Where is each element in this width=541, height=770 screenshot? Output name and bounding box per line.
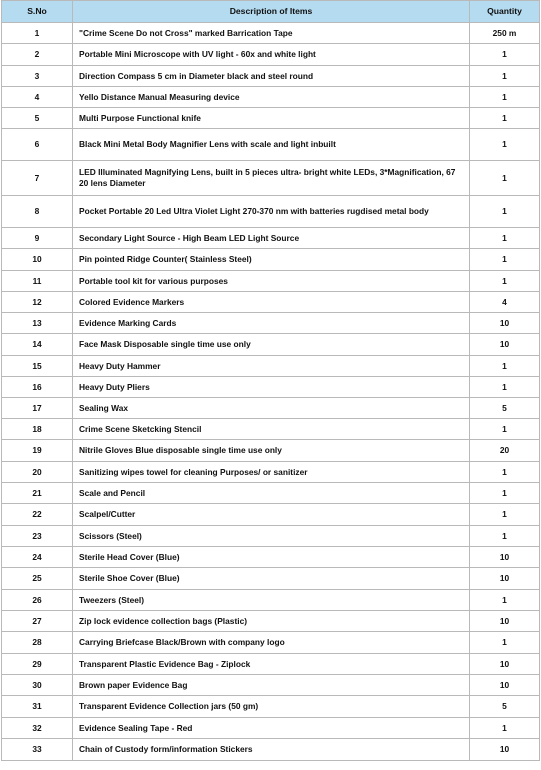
row-sno-cell: 6 <box>2 129 73 161</box>
table-row <box>2 739 540 761</box>
row-sno-cell: 33 <box>2 739 73 761</box>
row-sno-cell: 16 <box>2 377 73 398</box>
table-row <box>2 23 540 44</box>
row-sno-cell: 25 <box>2 568 73 590</box>
table-row <box>2 334 540 356</box>
row-quantity-cell: 10 <box>470 547 540 568</box>
row-quantity-cell: 10 <box>470 675 540 696</box>
row-sno-cell: 15 <box>2 356 73 377</box>
row-quantity-cell: 1 <box>470 590 540 611</box>
row-sno-cell: 5 <box>2 108 73 129</box>
row-quantity-cell: 1 <box>470 356 540 377</box>
table-row <box>2 87 540 108</box>
column-header-description: Description of Items <box>73 1 470 23</box>
row-sno-cell: 10 <box>2 249 73 271</box>
row-quantity-cell: 10 <box>470 654 540 675</box>
column-header-sno: S.No <box>2 1 73 23</box>
table-row <box>2 568 540 590</box>
table-row <box>2 632 540 654</box>
row-sno-cell: 1 <box>2 23 73 44</box>
row-sno-cell: 22 <box>2 504 73 526</box>
row-quantity-cell: 1 <box>470 526 540 547</box>
row-quantity-cell: 1 <box>470 228 540 249</box>
row-quantity-cell: 1 <box>470 87 540 108</box>
row-sno-cell: 31 <box>2 696 73 718</box>
row-sno-cell: 26 <box>2 590 73 611</box>
row-quantity-cell: 1 <box>470 419 540 440</box>
row-quantity-cell: 10 <box>470 739 540 761</box>
row-quantity-cell: 1 <box>470 377 540 398</box>
table-row <box>2 228 540 249</box>
row-quantity-cell: 10 <box>470 334 540 356</box>
row-sno-cell: 7 <box>2 161 73 196</box>
row-description-cell: Crime Scene Sketcking Stencil <box>73 419 470 440</box>
table-row <box>2 483 540 504</box>
row-quantity-cell: 250 m <box>470 23 540 44</box>
row-description-cell: Carrying Briefcase Black/Brown with company logo <box>73 632 470 654</box>
row-sno-cell: 17 <box>2 398 73 419</box>
row-quantity-cell: 1 <box>470 632 540 654</box>
row-description-cell: Pocket Portable 20 Led Ultra Violet Light 270-370 nm with batteries rugdised metal body <box>73 196 470 228</box>
table-row <box>2 718 540 739</box>
row-sno-cell: 27 <box>2 611 73 632</box>
row-description-cell: Tweezers (Steel) <box>73 590 470 611</box>
table-row <box>2 654 540 675</box>
table-row <box>2 675 540 696</box>
row-quantity-cell: 1 <box>470 161 540 196</box>
row-quantity-cell: 5 <box>470 696 540 718</box>
row-sno-cell: 21 <box>2 483 73 504</box>
row-description-cell: Direction Compass 5 cm in Diameter black and steel round <box>73 66 470 87</box>
row-sno-cell: 4 <box>2 87 73 108</box>
row-description-cell: Sterile Head Cover (Blue) <box>73 547 470 568</box>
row-description-cell: Heavy Duty Pliers <box>73 377 470 398</box>
row-quantity-cell: 1 <box>470 504 540 526</box>
row-quantity-cell: 1 <box>470 129 540 161</box>
table-row <box>2 129 540 161</box>
row-sno-cell: 30 <box>2 675 73 696</box>
row-description-cell: Transparent Plastic Evidence Bag - Ziplock <box>73 654 470 675</box>
row-quantity-cell: 10 <box>470 611 540 632</box>
row-sno-cell: 18 <box>2 419 73 440</box>
items-table-body <box>2 23 540 761</box>
row-description-cell: Portable tool kit for various purposes <box>73 271 470 292</box>
row-quantity-cell: 10 <box>470 313 540 334</box>
table-row <box>2 292 540 313</box>
row-description-cell: Scale and Pencil <box>73 483 470 504</box>
table-row <box>2 66 540 87</box>
table-row <box>2 377 540 398</box>
row-description-cell: Evidence Sealing Tape - Red <box>73 718 470 739</box>
row-sno-cell: 14 <box>2 334 73 356</box>
row-quantity-cell: 1 <box>470 44 540 66</box>
row-description-cell: Multi Purpose Functional knife <box>73 108 470 129</box>
table-row <box>2 108 540 129</box>
row-description-cell: Sanitizing wipes towel for cleaning Purposes/ or sanitizer <box>73 462 470 483</box>
row-description-cell: Pin pointed Ridge Counter( Stainless Steel) <box>73 249 470 271</box>
row-sno-cell: 28 <box>2 632 73 654</box>
row-description-cell: Evidence Marking Cards <box>73 313 470 334</box>
row-description-cell: Sealing Wax <box>73 398 470 419</box>
row-quantity-cell: 1 <box>470 249 540 271</box>
row-description-cell: Secondary Light Source - High Beam LED Light Source <box>73 228 470 249</box>
table-row <box>2 249 540 271</box>
table-row <box>2 313 540 334</box>
row-description-cell: Transparent Evidence Collection jars (50 gm) <box>73 696 470 718</box>
table-row <box>2 590 540 611</box>
row-sno-cell: 19 <box>2 440 73 462</box>
row-quantity-cell: 1 <box>470 108 540 129</box>
header-row <box>2 1 540 23</box>
row-sno-cell: 29 <box>2 654 73 675</box>
row-quantity-cell: 20 <box>470 440 540 462</box>
table-row <box>2 611 540 632</box>
table-row <box>2 398 540 419</box>
row-description-cell: Portable Mini Microscope with UV light - 60x and white light <box>73 44 470 66</box>
row-description-cell: Chain of Custody form/information Stickers <box>73 739 470 761</box>
row-quantity-cell: 1 <box>470 196 540 228</box>
table-row <box>2 419 540 440</box>
row-sno-cell: 13 <box>2 313 73 334</box>
table-row <box>2 526 540 547</box>
row-quantity-cell: 1 <box>470 66 540 87</box>
row-sno-cell: 3 <box>2 66 73 87</box>
table-row <box>2 161 540 196</box>
row-quantity-cell: 1 <box>470 462 540 483</box>
row-description-cell: Scalpel/Cutter <box>73 504 470 526</box>
table-row <box>2 271 540 292</box>
row-description-cell: "Crime Scene Do not Cross" marked Barrication Tape <box>73 23 470 44</box>
row-description-cell: Black Mini Metal Body Magnifier Lens with scale and light inbuilt <box>73 129 470 161</box>
row-sno-cell: 12 <box>2 292 73 313</box>
row-sno-cell: 8 <box>2 196 73 228</box>
row-sno-cell: 9 <box>2 228 73 249</box>
table-row <box>2 440 540 462</box>
row-description-cell: Yello Distance Manual Measuring device <box>73 87 470 108</box>
row-sno-cell: 2 <box>2 44 73 66</box>
table-row <box>2 696 540 718</box>
row-sno-cell: 20 <box>2 462 73 483</box>
row-description-cell: Nitrile Gloves Blue disposable single time use only <box>73 440 470 462</box>
row-sno-cell: 32 <box>2 718 73 739</box>
row-quantity-cell: 5 <box>470 398 540 419</box>
column-header-quantity: Quantity <box>470 1 540 23</box>
row-quantity-cell: 1 <box>470 483 540 504</box>
row-description-cell: Colored Evidence Markers <box>73 292 470 313</box>
row-quantity-cell: 10 <box>470 568 540 590</box>
row-sno-cell: 11 <box>2 271 73 292</box>
table-row <box>2 504 540 526</box>
row-quantity-cell: 1 <box>470 718 540 739</box>
table-row <box>2 356 540 377</box>
row-description-cell: Zip lock evidence collection bags (Plastic) <box>73 611 470 632</box>
table-row <box>2 196 540 228</box>
table-row <box>2 44 540 66</box>
table-row <box>2 462 540 483</box>
row-description-cell: LED Illuminated Magnifying Lens, built in 5 pieces ultra- bright white LEDs, 3*Magnification, 67 20 lens Diameter <box>73 161 470 196</box>
table-row <box>2 547 540 568</box>
row-description-cell: Brown paper Evidence Bag <box>73 675 470 696</box>
row-description-cell: Face Mask Disposable single time use only <box>73 334 470 356</box>
items-table <box>1 0 540 761</box>
row-quantity-cell: 1 <box>470 271 540 292</box>
row-description-cell: Scissors (Steel) <box>73 526 470 547</box>
row-sno-cell: 23 <box>2 526 73 547</box>
row-description-cell: Heavy Duty Hammer <box>73 356 470 377</box>
row-quantity-cell: 4 <box>470 292 540 313</box>
row-description-cell: Sterile Shoe Cover (Blue) <box>73 568 470 590</box>
row-sno-cell: 24 <box>2 547 73 568</box>
